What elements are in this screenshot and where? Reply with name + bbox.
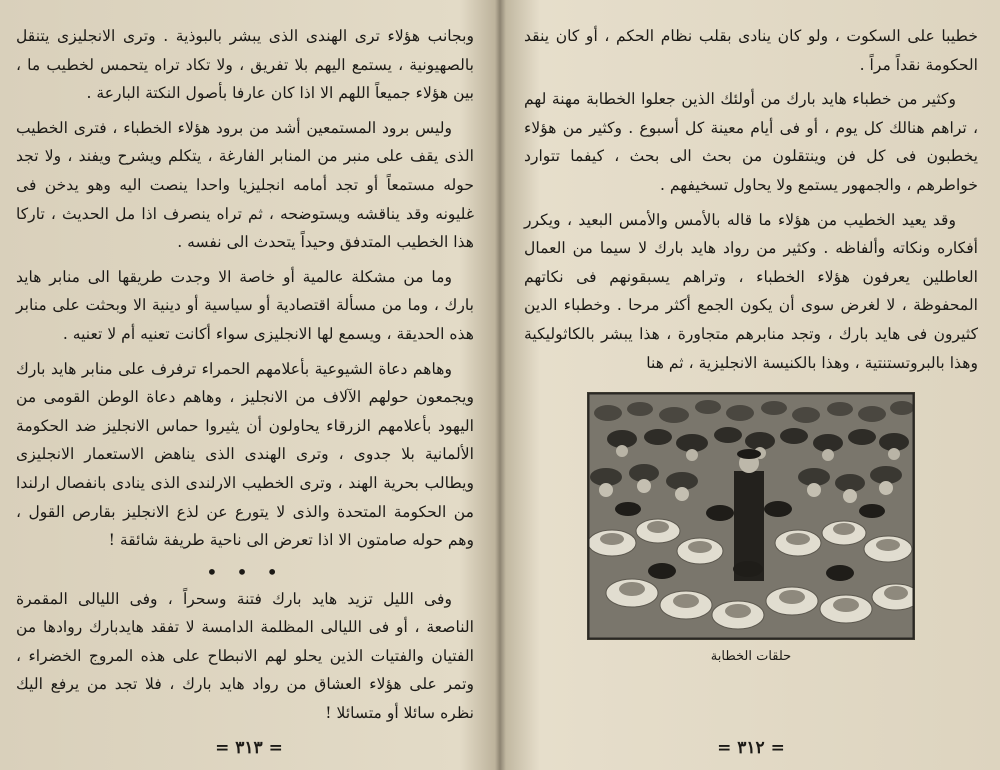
paragraph: وبجانب هؤلاء ترى الهندى الذى يبشر بالبوذية . وترى الانجليزى يتنقل بالصهيونية ، يستمع اليهم بلا تفريق ، ولا تكاد تراه يتحمس لخطيب ما ، بين هؤلاء جميعاً اللهم الا اذا كان عارفا بأصول النكتة البارعة . bbox=[16, 27, 474, 103]
paragraph: وهاهم دعاة الشيوعية بأعلامهم الحمراء ترفرف على منابر هايد بارك ويجمعون حولهم الآلاف من الانجليز ، وهاهم دعاة الوطن القومى من اليهود بأعلامهم الزرقاء يحاولون أن يثيروا حماس الانجليز ضد الحكومة الألمانية بلا جدوى ، وترى الهندى الذى يناهض الاستعمار الانجليزى ويطالب بحرية الهند ، وترى الخطيب الارلندى الذى ينادى بانفصال ارلندا من الحكومة المتحدة والذى لا يتورع عن لذع الانجليز بقارص القول ، وهم حوله صامتون الا اذا تعرض الى ناحية طريفة شائقة ! bbox=[16, 359, 474, 550]
page-number: = ٣١٢ = bbox=[717, 738, 785, 758]
photo-figure bbox=[524, 393, 978, 664]
section-separator: • • • bbox=[205, 559, 285, 584]
paragraph: وليس برود المستمعين أشد من برود هؤلاء الخطباء ، فترى الخطيب الذى يقف على منبر من المنابر الفارغة ، يتكلم ويشرح ويفند ، ولا تجد حوله مستمعاً أو تجد أمامه انجليزيا واحدا ينصت اليه وهو يدخن فى غليونه وقد يناقشه ويستوضحه ، ثم تراه ينصرف اذا مل الحديث ، تاركا هذا الخطيب المتدفق وحيداً يتحدث الى نفسه . bbox=[16, 118, 474, 252]
paragraph: خطيبا على السكوت ، ولو كان ينادى بقلب نظام الحكم ، أو كان ينقد الحكومة نقداً مراً . bbox=[524, 27, 978, 74]
page-312 bbox=[502, 0, 1000, 770]
crowd-photo bbox=[588, 393, 914, 639]
page-number: = ٣١٣ = bbox=[215, 738, 283, 758]
paragraph: وفى الليل تزيد هايد بارك فتنة وسحراً ، وفى الليالى المقمرة الناصعة ، أو فى الليالى المظلمة الدامسة لا تفقد هايدبارك روادها من الفتيان والفتيات الذين يحلو لهم الانبطاح على هذه المروج الخضراء ، وتمر على هؤلاء العشاق من رواد هايد بارك ، فلا تجد من يرفع اليك نظره سائلا أو متسائلا ! bbox=[16, 589, 474, 723]
paragraph: وقد يعيد الخطيب من هؤلاء ما قاله بالأمس والأمس البعيد ، ويكرر أفكاره ونكاته وألفاظه . وكثير من رواد هايد بارك لا سيما من العمال العاطلين يعرفون هؤلاء الخطباء ، وتراهم يسبقونهم فى نكاتهم المحفوظة ، لا لغرض سوى أن يكون الجمع أكثر مرحا . وخطباء الدين كثيرون فى هايد بارك ، وتجد منابرهم متجاورة ، هذا يبشر بالكاثوليكية وهذا بالبروتستنتية ، وهذا بالكنيسة الانجليزية ، ثم هنا bbox=[524, 210, 978, 372]
paragraph: وما من مشكلة عالمية أو خاصة الا وجدت طريقها الى منابر هايد بارك ، وما من مسألة اقتصادية أو سياسية أو دينية الا وبحثت على منابر هذه الحديقة ، ويسمع لها الانجليزى سواء أكانت تعنيه أم لا تعنيه . bbox=[16, 267, 474, 343]
page-313 bbox=[0, 0, 498, 770]
photo-caption: حلقات الخطابة bbox=[710, 649, 792, 665]
paragraph: وكثير من خطباء هايد بارك من أولئك الذين جعلوا الخطابة مهنة لهم ، تراهم هنالك كل يوم ، أو فى أيام معينة كل أسبوع . وكثير من هؤلاء يخطبون فى كل فن وينتقلون من بحث الى بحث ، كيفما تتوارد خواطرهم ، والجمهور يستمع ولا يحاول تسخيفهم . bbox=[524, 90, 978, 194]
